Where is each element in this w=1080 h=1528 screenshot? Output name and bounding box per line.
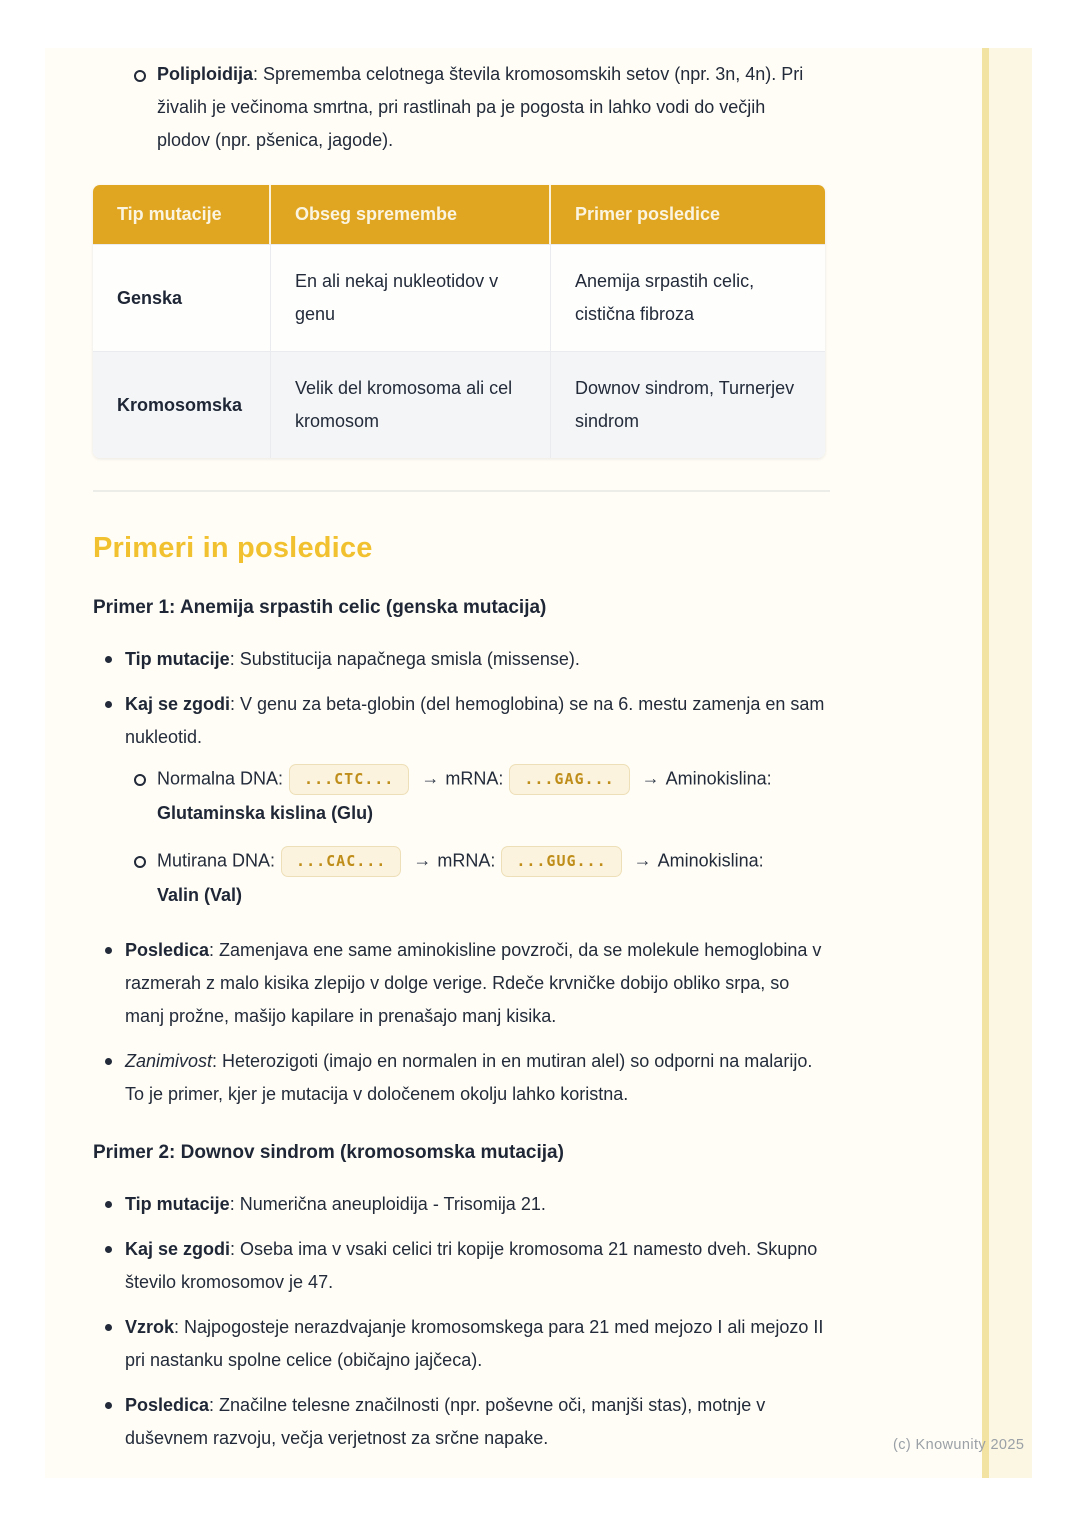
term-text: : Značilne telesne značilnosti (npr. poševne oči, manjši stas), motnje v duševnem razvoju, večja verjetnost za srčne napake. bbox=[125, 1395, 766, 1448]
primer2-title: Primer 2: Downov sindrom (kromosomska mutacija) bbox=[93, 1142, 564, 1163]
term-label: Kaj se zgodi bbox=[125, 694, 231, 714]
mrna-code-chip: ...GUG... bbox=[501, 846, 621, 877]
arrow-right-icon: → bbox=[641, 768, 660, 789]
arrow-right-icon: → bbox=[633, 850, 652, 871]
cell-example: Downov sindrom, Turnerjev sindrom bbox=[551, 351, 825, 458]
column-header-type: Tip mutacije bbox=[93, 185, 271, 244]
circle-bullet-icon bbox=[123, 58, 157, 157]
term-label: Posledica bbox=[125, 940, 210, 960]
term-text: : Zamenjava ene same aminokisline povzroči, da se molekule hemoglobina v razmerah z malo kisika zlepijo v dolge verige. Rdeče krvničke dobijo obliko srpa, so manj prožne, mašijo kapilare in prenašajo manj kisika. bbox=[125, 940, 822, 1026]
dna-sequence-line bbox=[157, 844, 830, 879]
list-item-text bbox=[125, 1045, 830, 1111]
term-label: Vzrok bbox=[125, 1317, 175, 1337]
page-edge-band bbox=[982, 48, 1032, 1478]
list-item bbox=[93, 1045, 830, 1111]
column-header-example: Primer posledice bbox=[551, 185, 825, 244]
term-text: : Heterozigoti (imajo en normalen in en mutiran alel) so odporni na malarijo. To je primer, kjer je mutacija v določenem okolju lahko koristna. bbox=[125, 1051, 813, 1104]
list-item-text bbox=[157, 58, 807, 157]
term-label: Tip mutacije bbox=[125, 1194, 230, 1214]
disc-bullet-icon bbox=[93, 1045, 125, 1111]
dna-sequence-line bbox=[157, 762, 830, 797]
cell-scope: En ali nekaj nukleotidov v genu bbox=[271, 244, 551, 351]
table-header bbox=[93, 185, 825, 244]
cell-scope: Velik del kromosoma ali cel kromosom bbox=[271, 351, 551, 458]
term-label-italic: Zanimivost bbox=[125, 1051, 213, 1071]
disc-bullet-icon bbox=[93, 1389, 125, 1455]
cell-row-label: Kromosomska bbox=[93, 351, 271, 458]
amino-acid-result: Glutaminska kislina (Glu) bbox=[157, 803, 374, 823]
list-item-text bbox=[125, 1311, 830, 1377]
list-item bbox=[93, 1389, 830, 1455]
list-item-poliploidija bbox=[123, 58, 830, 157]
disc-bullet-icon bbox=[93, 1311, 125, 1377]
list-item bbox=[93, 1233, 830, 1299]
dna-list-item-mutated bbox=[125, 844, 830, 912]
list-item-text bbox=[125, 1188, 830, 1221]
amino-acid-result: Valin (Val) bbox=[157, 885, 243, 905]
section-divider bbox=[93, 490, 830, 492]
term-label: Poliploidija bbox=[157, 64, 254, 84]
mutation-types-table bbox=[93, 185, 825, 458]
dna-line-text bbox=[157, 762, 830, 830]
list-item bbox=[93, 643, 830, 676]
dna-line-text bbox=[157, 844, 830, 912]
column-header-scope: Obseg spremembe bbox=[271, 185, 551, 244]
term-label: Posledica bbox=[125, 1395, 210, 1415]
dna-code-chip: ...CAC... bbox=[281, 846, 401, 877]
disc-bullet-icon bbox=[93, 643, 125, 676]
document-page bbox=[45, 48, 1032, 1478]
list-item bbox=[93, 934, 830, 1033]
term-text: : Substitucija napačnega smisla (missense). bbox=[229, 649, 580, 669]
mrna-label: mRNA: bbox=[437, 850, 496, 871]
dna-code-chip: ...CTC... bbox=[289, 764, 409, 795]
term-label: Tip mutacije bbox=[125, 649, 230, 669]
arrow-right-icon: → bbox=[413, 850, 432, 871]
table-row bbox=[93, 244, 825, 351]
dna-prefix: Normalna DNA: bbox=[157, 768, 284, 789]
table-row bbox=[93, 351, 825, 458]
list-item bbox=[93, 1311, 830, 1377]
term-label: Kaj se zgodi bbox=[125, 1239, 231, 1259]
term-text: : Sprememba celotnega števila kromosomskih setov (npr. 3n, 4n). Pri živalih je večinoma smrtna, pri rastlinah pa je pogosta in lahko vodi do večjih plodov (npr. pšenica, jagode). bbox=[157, 64, 804, 150]
list-item-text bbox=[125, 1389, 830, 1455]
list-item-text bbox=[125, 643, 830, 676]
term-text: : Najpogosteje nerazdvajanje kromosomskega para 21 med mejozo I ali mejozo II pri nastanku spolne celice (običajno jajčeca). bbox=[125, 1317, 824, 1370]
dna-list-item-normal bbox=[125, 762, 830, 830]
disc-bullet-icon bbox=[93, 1233, 125, 1299]
primer1-title: Primer 1: Anemija srpastih celic (genska mutacija) bbox=[93, 597, 547, 618]
term-text: : Numerična aneuploidija - Trisomija 21. bbox=[229, 1194, 546, 1214]
disc-bullet-icon bbox=[93, 934, 125, 1033]
mrna-code-chip: ...GAG... bbox=[509, 764, 629, 795]
list-item-text bbox=[125, 934, 830, 1033]
term-text: : Oseba ima v vsaki celici tri kopije kromosoma 21 namesto dveh. Skupno število kromosomov je 47. bbox=[125, 1239, 818, 1292]
term-text: : V genu za beta-globin (del hemoglobina) se na 6. mestu zamenja en sam nukleotid. bbox=[125, 694, 825, 747]
list-item-text bbox=[125, 1233, 830, 1299]
circle-bullet-icon bbox=[125, 762, 157, 830]
section-title: Primeri in posledice bbox=[93, 532, 373, 564]
disc-bullet-icon bbox=[93, 688, 125, 754]
list-item bbox=[93, 688, 830, 754]
cell-row-label: Genska bbox=[93, 244, 271, 351]
amino-label: Aminokislina: bbox=[665, 768, 772, 789]
arrow-right-icon: → bbox=[421, 768, 440, 789]
amino-label: Aminokislina: bbox=[657, 850, 764, 871]
copyright-watermark: (c) Knowunity 2025 bbox=[893, 1437, 1025, 1453]
dna-prefix: Mutirana DNA: bbox=[157, 850, 276, 871]
disc-bullet-icon bbox=[93, 1188, 125, 1221]
circle-bullet-icon bbox=[125, 844, 157, 912]
page-content bbox=[93, 48, 830, 1455]
mrna-label: mRNA: bbox=[445, 768, 504, 789]
list-item-text bbox=[125, 688, 830, 754]
cell-example: Anemija srpastih celic, cistična fibroza bbox=[551, 244, 825, 351]
list-item bbox=[93, 1188, 830, 1221]
